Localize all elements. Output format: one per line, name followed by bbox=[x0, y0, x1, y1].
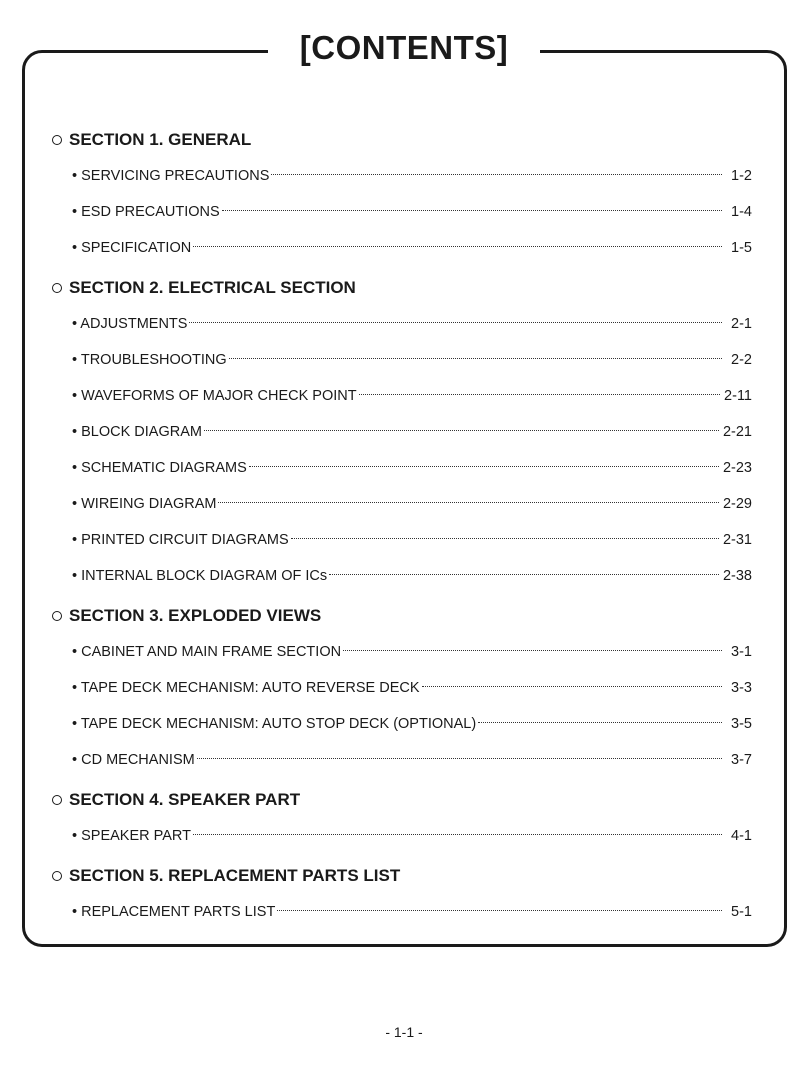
toc-entry-label: • CABINET AND MAIN FRAME SECTION bbox=[72, 644, 342, 660]
section-gap bbox=[52, 778, 752, 786]
dot-leader bbox=[478, 722, 722, 723]
page-title: [CONTENTS] bbox=[268, 26, 540, 70]
open-circle-icon bbox=[52, 283, 62, 293]
toc-entry-page: 2-1 bbox=[731, 316, 752, 332]
dot-leader bbox=[193, 834, 722, 835]
dot-leader bbox=[343, 650, 722, 651]
toc-entry[interactable] bbox=[52, 706, 752, 742]
section-heading-text: SECTION 4. SPEAKER PART bbox=[69, 790, 301, 809]
dot-leader bbox=[189, 322, 722, 323]
section-heading[interactable] bbox=[52, 126, 752, 154]
toc-entry-label: • TAPE DECK MECHANISM: AUTO REVERSE DECK bbox=[72, 680, 420, 696]
open-circle-icon bbox=[52, 871, 62, 881]
toc-entry[interactable] bbox=[52, 194, 752, 230]
toc-entry-label: • INTERNAL BLOCK DIAGRAM OF ICs bbox=[72, 568, 328, 584]
open-circle-icon bbox=[52, 135, 62, 145]
toc-entry-page: 3-5 bbox=[731, 716, 752, 732]
toc-entry-label: • CD MECHANISM bbox=[72, 752, 195, 768]
toc-entry[interactable] bbox=[52, 342, 752, 378]
toc-entry[interactable] bbox=[52, 670, 752, 706]
dot-leader bbox=[422, 686, 722, 687]
toc-entry-label: • SPECIFICATION bbox=[72, 240, 192, 256]
section-gap bbox=[52, 930, 752, 938]
dot-leader bbox=[193, 246, 722, 247]
section-heading-text: SECTION 2. ELECTRICAL SECTION bbox=[69, 278, 356, 297]
toc-entry-label: • BLOCK DIAGRAM bbox=[72, 424, 202, 440]
dot-leader bbox=[359, 394, 720, 395]
toc-entry-page: 2-2 bbox=[731, 352, 752, 368]
toc-entry-label: • REPLACEMENT PARTS LIST bbox=[72, 904, 276, 920]
dot-leader bbox=[277, 910, 722, 911]
toc-entry-page: 5-1 bbox=[731, 904, 752, 920]
dot-leader bbox=[329, 574, 719, 575]
toc-entry-label: • SCHEMATIC DIAGRAMS bbox=[72, 460, 247, 476]
toc-entry-label: • ADJUSTMENTS bbox=[72, 316, 188, 332]
open-circle-icon bbox=[52, 611, 62, 621]
section-heading-text: SECTION 5. REPLACEMENT PARTS LIST bbox=[69, 866, 401, 885]
toc-entry-page: 3-1 bbox=[731, 644, 752, 660]
toc-entry-label: • TAPE DECK MECHANISM: AUTO STOP DECK (OPTIONAL) bbox=[72, 716, 477, 732]
section-gap bbox=[52, 594, 752, 602]
toc-entry-page: 2-38 bbox=[722, 568, 752, 584]
dot-leader bbox=[204, 430, 719, 431]
toc-entry-page: 3-3 bbox=[731, 680, 752, 696]
toc-section bbox=[52, 786, 752, 862]
dot-leader bbox=[222, 210, 722, 211]
toc-section bbox=[52, 862, 752, 938]
toc-entry-page: 1-2 bbox=[731, 168, 752, 184]
toc-entry-page: 2-31 bbox=[722, 532, 752, 548]
toc-entry[interactable] bbox=[52, 450, 752, 486]
toc-entry-label: • WAVEFORMS OF MAJOR CHECK POINT bbox=[72, 388, 357, 404]
title-wrap bbox=[0, 26, 808, 70]
toc-entry-page: 2-11 bbox=[724, 388, 752, 404]
toc-entry[interactable] bbox=[52, 742, 752, 778]
toc-entry-page: 1-4 bbox=[731, 204, 752, 220]
toc-entry-page: 1-5 bbox=[731, 240, 752, 256]
toc-entry-label: • ESD PRECAUTIONS bbox=[72, 204, 220, 220]
section-heading-text: SECTION 3. EXPLODED VIEWS bbox=[69, 606, 322, 625]
toc-entry[interactable] bbox=[52, 818, 752, 854]
toc-entry[interactable] bbox=[52, 414, 752, 450]
section-heading[interactable] bbox=[52, 786, 752, 814]
table-of-contents bbox=[52, 126, 752, 938]
toc-entry-page: 2-23 bbox=[722, 460, 752, 476]
toc-entry-page: 3-7 bbox=[731, 752, 752, 768]
toc-entry[interactable] bbox=[52, 158, 752, 194]
dot-leader bbox=[291, 538, 719, 539]
dot-leader bbox=[197, 758, 722, 759]
toc-entry[interactable] bbox=[52, 894, 752, 930]
toc-entry[interactable] bbox=[52, 558, 752, 594]
toc-section bbox=[52, 126, 752, 274]
toc-entry-label: • SERVICING PRECAUTIONS bbox=[72, 168, 270, 184]
section-heading-text: SECTION 1. GENERAL bbox=[69, 130, 252, 149]
section-gap bbox=[52, 854, 752, 862]
toc-entry[interactable] bbox=[52, 522, 752, 558]
toc-entry[interactable] bbox=[52, 378, 752, 414]
toc-entry[interactable] bbox=[52, 306, 752, 342]
toc-entry-label: • WIREING DIAGRAM bbox=[72, 496, 217, 512]
toc-entry-page: 4-1 bbox=[731, 828, 752, 844]
page-number: - 1-1 - bbox=[385, 1024, 423, 1040]
toc-section bbox=[52, 602, 752, 786]
toc-entry-page: 2-29 bbox=[722, 496, 752, 512]
toc-section bbox=[52, 274, 752, 602]
toc-entry-page: 2-21 bbox=[722, 424, 752, 440]
section-heading[interactable] bbox=[52, 274, 752, 302]
dot-leader bbox=[249, 466, 719, 467]
toc-entry[interactable] bbox=[52, 486, 752, 522]
open-circle-icon bbox=[52, 795, 62, 805]
dot-leader bbox=[271, 174, 722, 175]
toc-entry[interactable] bbox=[52, 634, 752, 670]
section-heading[interactable] bbox=[52, 602, 752, 630]
section-heading[interactable] bbox=[52, 862, 752, 890]
section-gap bbox=[52, 266, 752, 274]
dot-leader bbox=[229, 358, 722, 359]
toc-entry[interactable] bbox=[52, 230, 752, 266]
toc-entry-label: • PRINTED CIRCUIT DIAGRAMS bbox=[72, 532, 289, 548]
toc-entry-label: • SPEAKER PART bbox=[72, 828, 191, 844]
dot-leader bbox=[218, 502, 719, 503]
toc-entry-label: • TROUBLESHOOTING bbox=[72, 352, 227, 368]
